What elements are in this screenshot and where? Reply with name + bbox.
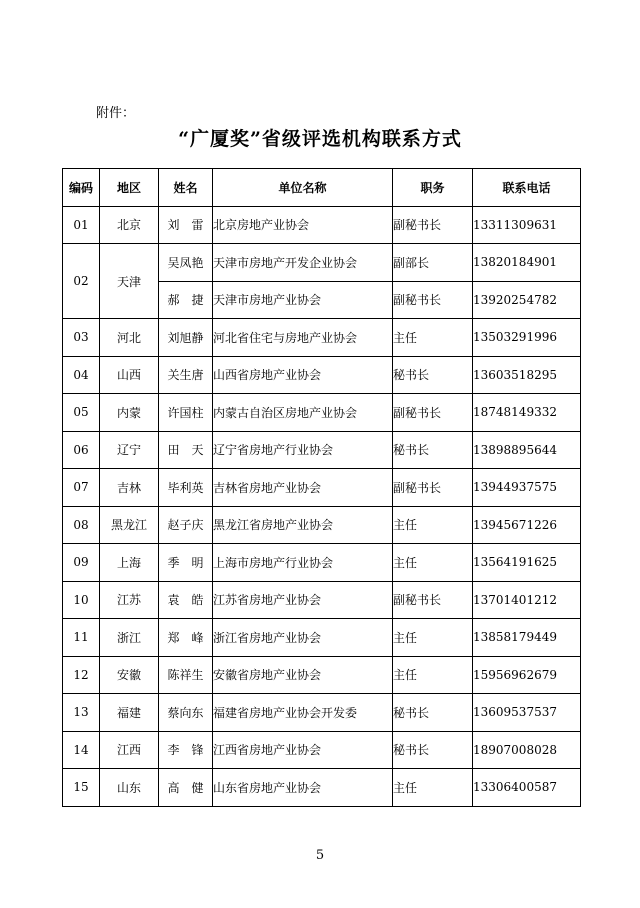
cell-org: 辽宁省房地产行业协会 (213, 431, 393, 469)
cell-code: 06 (63, 431, 100, 469)
attachment-label: 附件： (96, 106, 136, 121)
cell-org: 北京房地产业协会 (213, 206, 393, 244)
cell-phone: 13858179449 (473, 619, 581, 657)
table-row (63, 769, 581, 807)
table-row (63, 206, 581, 244)
cell-phone: 13920254782 (473, 281, 581, 319)
table-row (63, 506, 581, 544)
cell-phone: 15956962679 (473, 656, 581, 694)
cell-title: 秘书长 (393, 431, 473, 469)
page-title: “广厦奖”省级评选机构联系方式 (178, 128, 462, 150)
cell-phone: 13945671226 (473, 506, 581, 544)
cell-phone: 13701401212 (473, 581, 581, 619)
cell-code: 02 (63, 244, 100, 319)
table-row (63, 731, 581, 769)
cell-code: 05 (63, 394, 100, 432)
cell-name: 毕利英 (159, 469, 213, 507)
cell-phone: 13944937575 (473, 469, 581, 507)
table-row (63, 431, 581, 469)
cell-org: 吉林省房地产业协会 (213, 469, 393, 507)
cell-title: 秘书长 (393, 731, 473, 769)
cell-title: 主任 (393, 319, 473, 357)
cell-title: 副秘书长 (393, 581, 473, 619)
cell-name: 袁 皓 (159, 581, 213, 619)
cell-code: 08 (63, 506, 100, 544)
cell-phone: 13503291996 (473, 319, 581, 357)
cell-name: 李 锋 (159, 731, 213, 769)
cell-region: 北京 (100, 206, 159, 244)
table-header-row (63, 169, 581, 207)
cell-title: 主任 (393, 544, 473, 582)
cell-region: 内蒙 (100, 394, 159, 432)
cell-name: 赵子庆 (159, 506, 213, 544)
table-row (63, 394, 581, 432)
cell-org: 山西省房地产业协会 (213, 356, 393, 394)
cell-org: 福建省房地产业协会开发委 (213, 694, 393, 732)
cell-name: 田 天 (159, 431, 213, 469)
cell-phone: 13603518295 (473, 356, 581, 394)
cell-code: 11 (63, 619, 100, 657)
cell-org: 江苏省房地产业协会 (213, 581, 393, 619)
cell-name: 陈祥生 (159, 656, 213, 694)
cell-phone: 13898895644 (473, 431, 581, 469)
cell-phone: 13564191625 (473, 544, 581, 582)
header-region: 地区 (100, 169, 159, 207)
cell-name: 刘 雷 (159, 206, 213, 244)
cell-region: 天津 (100, 244, 159, 319)
table-row (63, 319, 581, 357)
cell-title: 主任 (393, 656, 473, 694)
table-row (63, 544, 581, 582)
cell-region: 辽宁 (100, 431, 159, 469)
cell-org: 内蒙古自治区房地产业协会 (213, 394, 393, 432)
cell-org: 天津市房地产开发企业协会 (213, 244, 393, 282)
cell-title: 主任 (393, 769, 473, 807)
cell-region: 吉林 (100, 469, 159, 507)
cell-region: 山东 (100, 769, 159, 807)
table-row (63, 619, 581, 657)
cell-title: 主任 (393, 506, 473, 544)
cell-title: 副秘书长 (393, 394, 473, 432)
cell-region: 河北 (100, 319, 159, 357)
cell-code: 13 (63, 694, 100, 732)
cell-org: 黑龙江省房地产业协会 (213, 506, 393, 544)
header-name: 姓名 (159, 169, 213, 207)
header-code: 编码 (63, 169, 100, 207)
cell-org: 浙江省房地产业协会 (213, 619, 393, 657)
cell-phone: 13311309631 (473, 206, 581, 244)
cell-region: 安徽 (100, 656, 159, 694)
cell-phone: 18748149332 (473, 394, 581, 432)
cell-org: 安徽省房地产业协会 (213, 656, 393, 694)
table-row (63, 694, 581, 732)
cell-name: 郝 捷 (159, 281, 213, 319)
cell-name: 吴凤艳 (159, 244, 213, 282)
header-org: 单位名称 (213, 169, 393, 207)
cell-title: 秘书长 (393, 694, 473, 732)
header-title: 职务 (393, 169, 473, 207)
cell-title: 副秘书长 (393, 469, 473, 507)
cell-code: 10 (63, 581, 100, 619)
table-row (63, 469, 581, 507)
cell-region: 江苏 (100, 581, 159, 619)
cell-name: 刘旭静 (159, 319, 213, 357)
cell-region: 福建 (100, 694, 159, 732)
cell-code: 12 (63, 656, 100, 694)
cell-name: 蔡向东 (159, 694, 213, 732)
cell-title: 秘书长 (393, 356, 473, 394)
cell-org: 河北省住宅与房地产业协会 (213, 319, 393, 357)
cell-title: 主任 (393, 619, 473, 657)
table-row (63, 581, 581, 619)
cell-name: 许国柱 (159, 394, 213, 432)
cell-name: 高 健 (159, 769, 213, 807)
cell-org: 山东省房地产业协会 (213, 769, 393, 807)
cell-name: 关生唐 (159, 356, 213, 394)
cell-title: 副秘书长 (393, 281, 473, 319)
cell-code: 14 (63, 731, 100, 769)
cell-phone: 13820184901 (473, 244, 581, 282)
cell-code: 07 (63, 469, 100, 507)
cell-name: 季 明 (159, 544, 213, 582)
table-row (63, 656, 581, 694)
cell-org: 江西省房地产业协会 (213, 731, 393, 769)
cell-phone: 18907008028 (473, 731, 581, 769)
contacts-table (62, 168, 581, 807)
cell-title: 副部长 (393, 244, 473, 282)
cell-region: 黑龙江 (100, 506, 159, 544)
header-phone: 联系电话 (473, 169, 581, 207)
cell-region: 江西 (100, 731, 159, 769)
cell-title: 副秘书长 (393, 206, 473, 244)
cell-region: 浙江 (100, 619, 159, 657)
cell-phone: 13306400587 (473, 769, 581, 807)
table-row (63, 244, 581, 282)
cell-code: 15 (63, 769, 100, 807)
cell-code: 09 (63, 544, 100, 582)
cell-region: 山西 (100, 356, 159, 394)
cell-code: 01 (63, 206, 100, 244)
table-row (63, 356, 581, 394)
cell-code: 04 (63, 356, 100, 394)
page-number: 5 (315, 848, 325, 863)
cell-region: 上海 (100, 544, 159, 582)
cell-code: 03 (63, 319, 100, 357)
cell-org: 天津市房地产业协会 (213, 281, 393, 319)
cell-org: 上海市房地产行业协会 (213, 544, 393, 582)
cell-name: 郑 峰 (159, 619, 213, 657)
cell-phone: 13609537537 (473, 694, 581, 732)
